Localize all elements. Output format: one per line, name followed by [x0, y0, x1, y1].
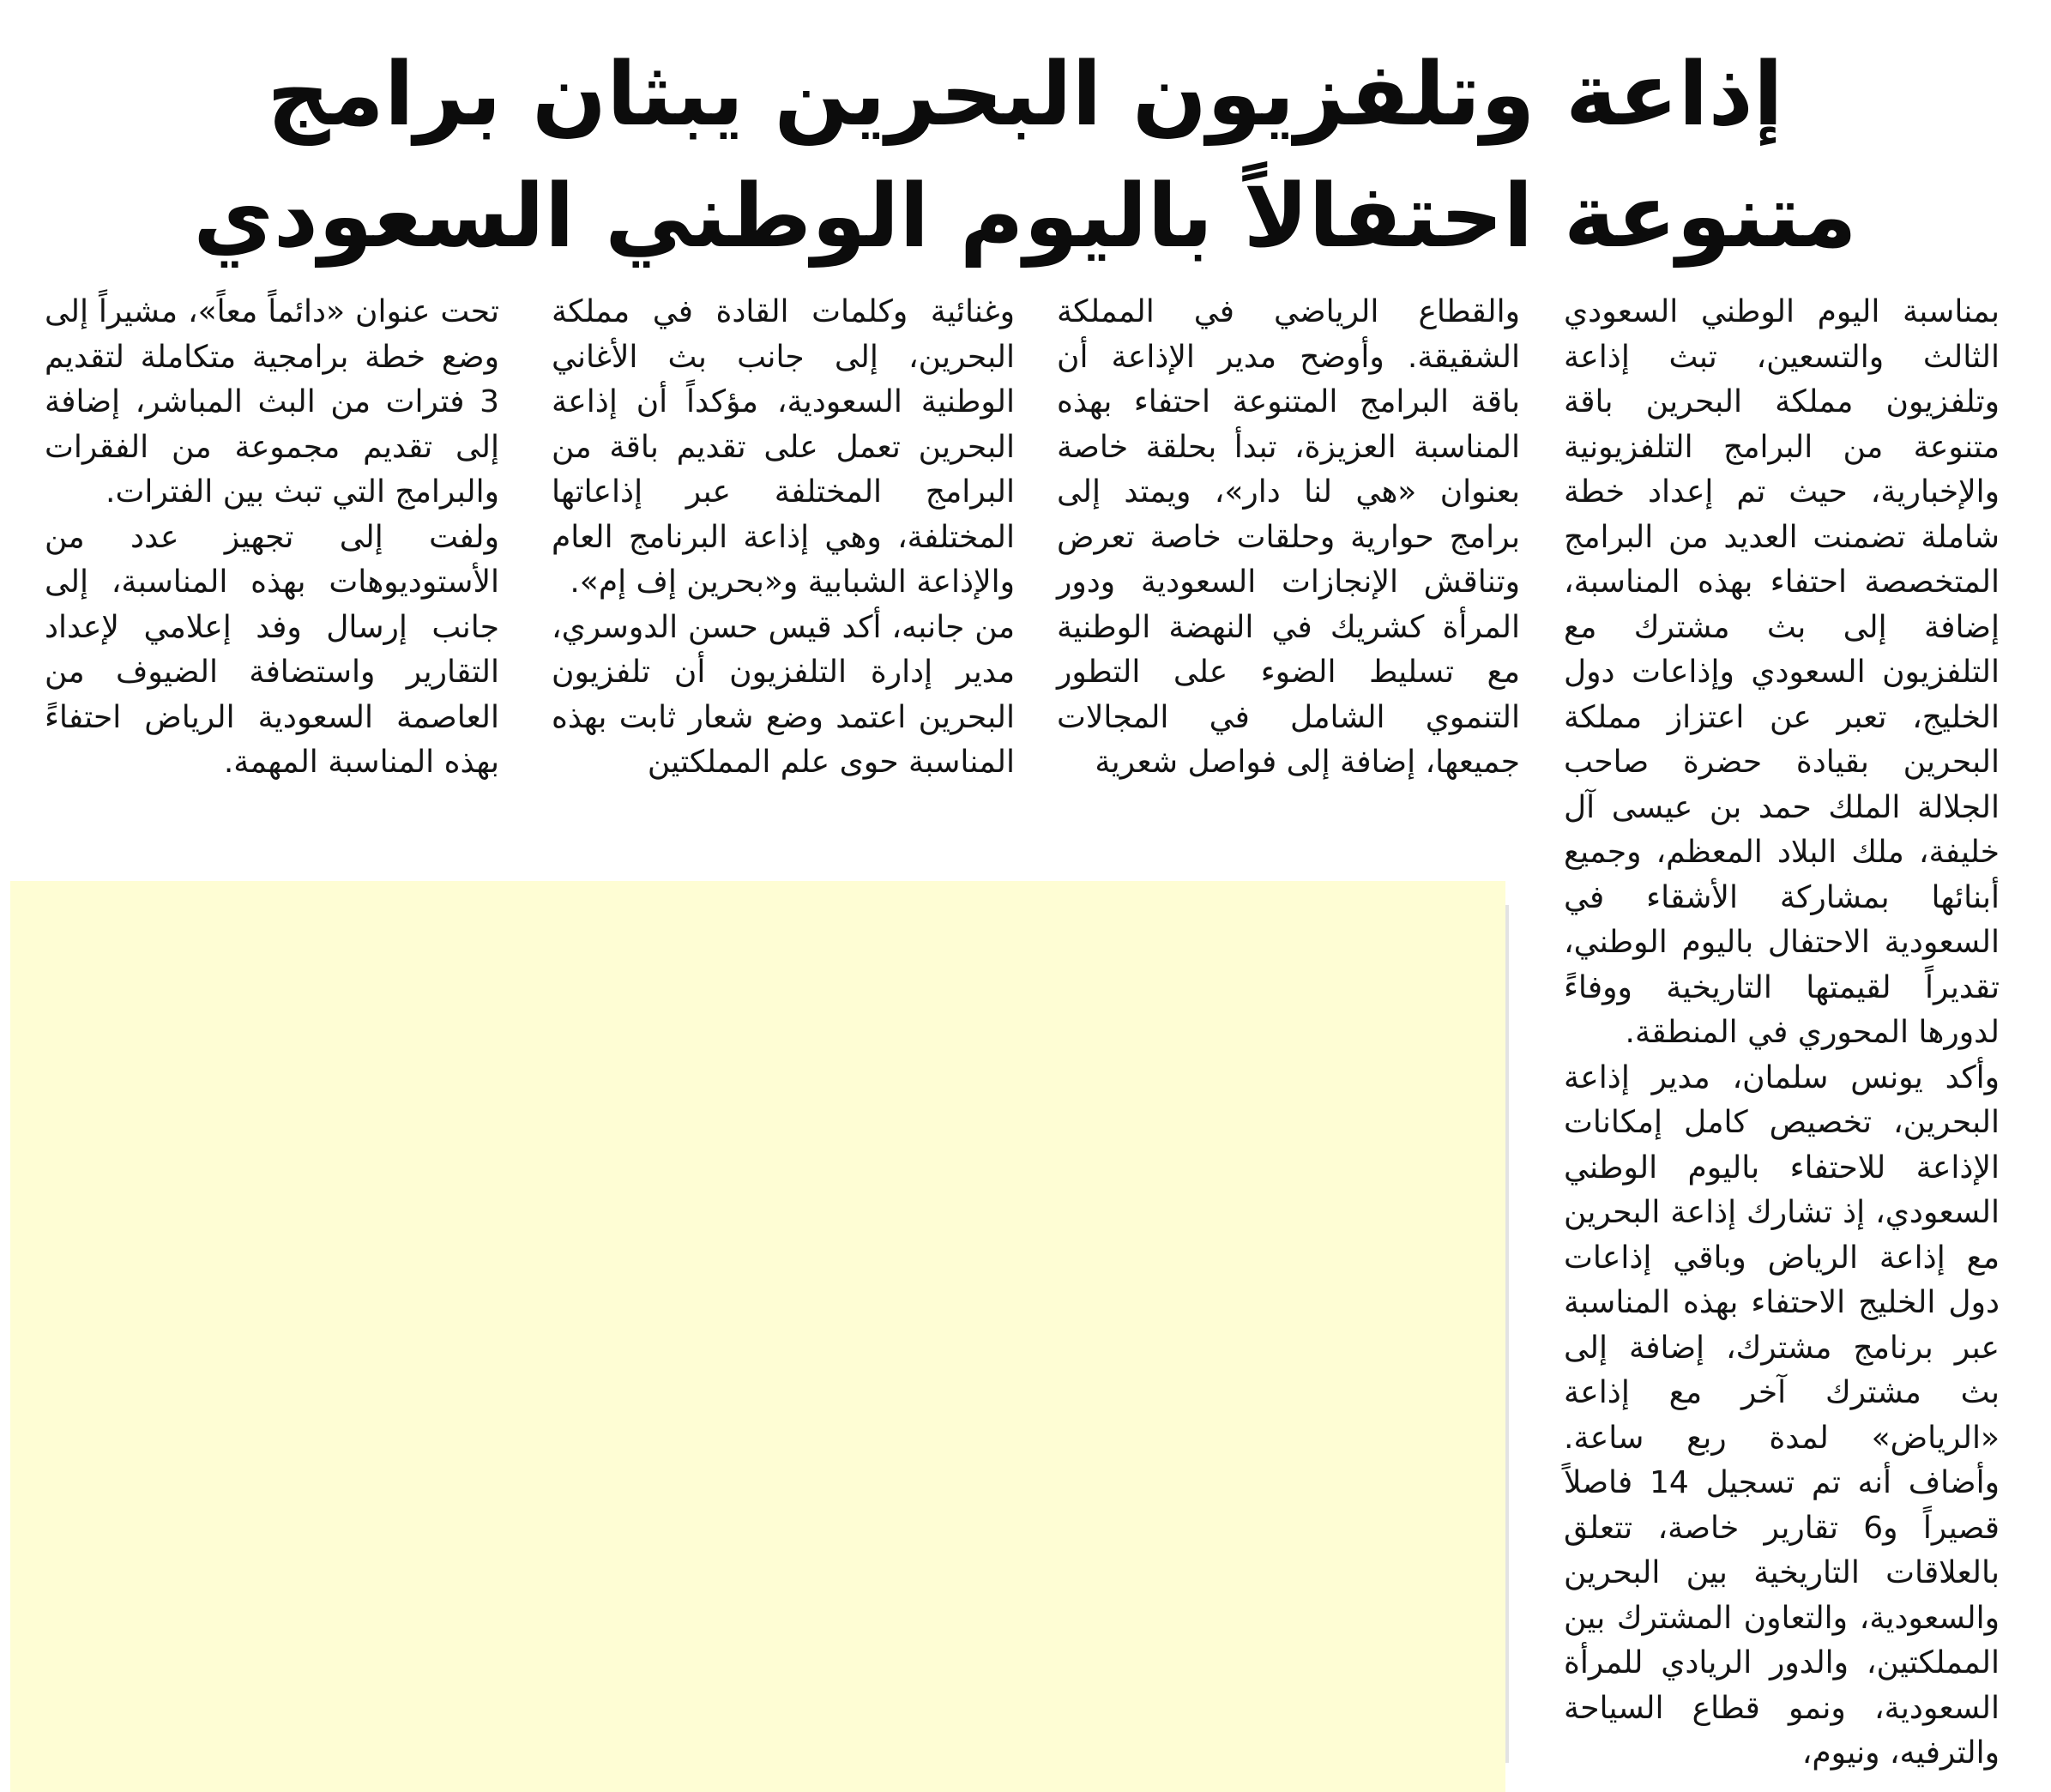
- headline-line-1: إذاعة وتلفزيون البحرين يبثان برامج: [267, 44, 1783, 146]
- article-column-1: [1564, 290, 2000, 1777]
- article-column-4: [45, 290, 499, 786]
- column-2-paragraph-1: والقطاع الرياضي في المملكة الشقيقة. وأوضح مدير الإذاعة أن باقة البرامج المتنوعة احتفاء بهذه المناسبة العزيزة، تبدأ بحلقة خاصة بعنوان «هي لنا دار»، ويمتد إلى برامج حوارية وحلقات خاصة تعرض وتناقش الإنجازات السعودية ودور المرأة كشريك في النهضة الوطنية مع تسليط الضوء على التطور التنموي الشامل في المجالات جميعها، إضافة إلى فواصل شعرية: [1057, 294, 1520, 780]
- image-edge-divider: [1505, 905, 1509, 1763]
- column-3-paragraph-1: وغنائية وكلمات القادة في مملكة البحرين، إلى جانب بث الأغاني الوطنية السعودية، مؤكداً أن إذاعة البحرين تعمل على تقديم باقة من البرامج المختلفة عبر إذاعاتها المختلفة، وهي إذاعة البرنامج العام والإذاعة الشبابية و«بحرين إف إم».: [552, 294, 1015, 600]
- article-column-2: [1057, 290, 1520, 786]
- image-placeholder: [10, 881, 1505, 1792]
- headline-line-2: متنوعة احتفالاً باليوم الوطني السعودي: [193, 166, 1857, 268]
- article-headline: [112, 34, 1939, 278]
- column-4-paragraph-1: تحت عنوان «دائماً معاً»، مشيراً إلى وضع خطة برامجية متكاملة لتقديم 3 فترات من البث المباشر، إضافة إلى تقديم مجموعة من الفقرات والبرامج التي تبث بين الفترات.: [45, 294, 499, 510]
- column-4-paragraph-2: ولفت إلى تجهيز عدد من الأستوديوهات بهذه المناسبة، إلى جانب إرسال وفد إعلامي لإعداد التقارير واستضافة الضيوف من العاصمة السعودية الرياض احتفاءً بهذه المناسبة المهمة.: [45, 519, 499, 780]
- column-1-paragraph-1: بمناسبة اليوم الوطني السعودي الثالث والتسعين، تبث إذاعة وتلفزيون مملكة البحرين باقة متنوعة من البرامج التلفزيونية والإخبارية، حيث تم إعداد خطة شاملة تضمنت العديد من البرامج المتخصصة احتفاء بهذه المناسبة، إضافة إلى بث مشترك مع التلفزيون السعودي وإذاعات دول الخليج، تعبر عن اعتزاز مملكة البحرين بقيادة حضرة صاحب الجلالة الملك حمد بن عيسى آل خليفة، ملك البلاد المعظم، وجميع أبنائها بمشاركة الأشقاء في السعودية الاحتفال باليوم الوطني، تقديراً لقيمتها التاريخية ووفاءً لدورها المحوري في المنطقة.: [1564, 294, 2000, 1050]
- article-column-3: [552, 290, 1015, 786]
- column-3-paragraph-2: من جانبه، أكد قيس حسن الدوسري، مدير إدارة التلفزيون أن تلفزيون البحرين اعتمد وضع شعار ثابت بهذه المناسبة حوى علم المملكتين: [552, 609, 1015, 780]
- column-1-paragraph-2: وأكد يونس سلمان، مدير إذاعة البحرين، تخصيص كامل إمكانات الإذاعة للاحتفاء باليوم الوطني السعودي، إذ تشارك إذاعة البحرين مع إذاعة الرياض وباقي إذاعات دول الخليج الاحتفاء بهذه المناسبة عبر برنامج مشترك، إضافة إلى بث مشترك آخر مع إذاعة «الرياض» لمدة ربع ساعة. وأضاف أنه تم تسجيل 14 فاصلاً قصيراً و6 تقارير خاصة، تتعلق بالعلاقات التاريخية بين البحرين والسعودية، والتعاون المشترك بين المملكتين، والدور الريادي للمرأة السعودية، ونمو قطاع السياحة والترفيه، ونيوم،: [1564, 1059, 2000, 1771]
